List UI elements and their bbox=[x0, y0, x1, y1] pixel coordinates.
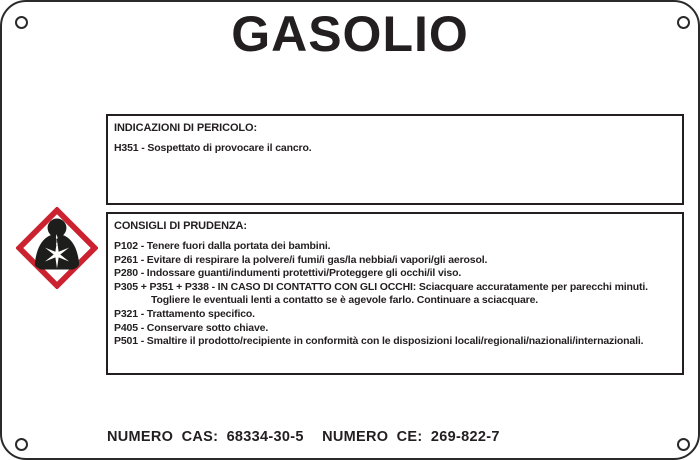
screw-hole bbox=[15, 438, 28, 451]
screw-hole bbox=[677, 438, 690, 451]
cas-ce-numbers bbox=[107, 429, 510, 445]
hazard-box-header: INDICAZIONI DI PERICOLO: bbox=[114, 122, 258, 134]
hazard-statements-list bbox=[114, 142, 674, 156]
cas-label: NUMERO CAS: bbox=[107, 429, 219, 445]
statement-line: P501 - Smaltire il prodotto/recipiente in conformità con le disposizioni locali/regionali/nazionali/internazionali. bbox=[114, 335, 644, 348]
ghs08-health-hazard-icon bbox=[16, 207, 98, 289]
cas-value: 68334-30-5 bbox=[226, 429, 304, 445]
precaution-statements-list bbox=[114, 240, 674, 349]
statement-line: P305 + P351 + P338 - IN CASO DI CONTATTO CON GLI OCCHI: Sciacquare accuratamente per parecchi minuti. Togliere le eventuali lenti a contatto se è agevole farlo. Continuare a sciacquare. bbox=[114, 280, 648, 307]
precaution-statements-box bbox=[106, 212, 684, 375]
ce-label: NUMERO CE: bbox=[322, 429, 423, 445]
hazard-statements-box bbox=[106, 114, 684, 205]
precaution-box-header: CONSIGLI DI PRUDENZA: bbox=[114, 220, 247, 232]
ce-value: 269-822-7 bbox=[430, 429, 500, 445]
statement-line: P405 - Conservare sotto chiave. bbox=[114, 321, 269, 334]
statement-line: P102 - Tenere fuori dalla portata dei bambini. bbox=[114, 240, 331, 252]
sign-title: GASOLIO bbox=[231, 6, 469, 62]
statement-line: H351 - Sospettato di provocare il cancro. bbox=[114, 142, 312, 154]
statement-line: P321 - Trattamento specifico. bbox=[114, 307, 255, 320]
statement-line: P280 - Indossare guanti/indumenti protettivi/Proteggere gli occhi/il viso. bbox=[114, 267, 462, 280]
statement-line: P261 - Evitare di respirare la polvere/i fumi/i gas/la nebbia/i vapori/gli aerosol. bbox=[114, 253, 488, 266]
